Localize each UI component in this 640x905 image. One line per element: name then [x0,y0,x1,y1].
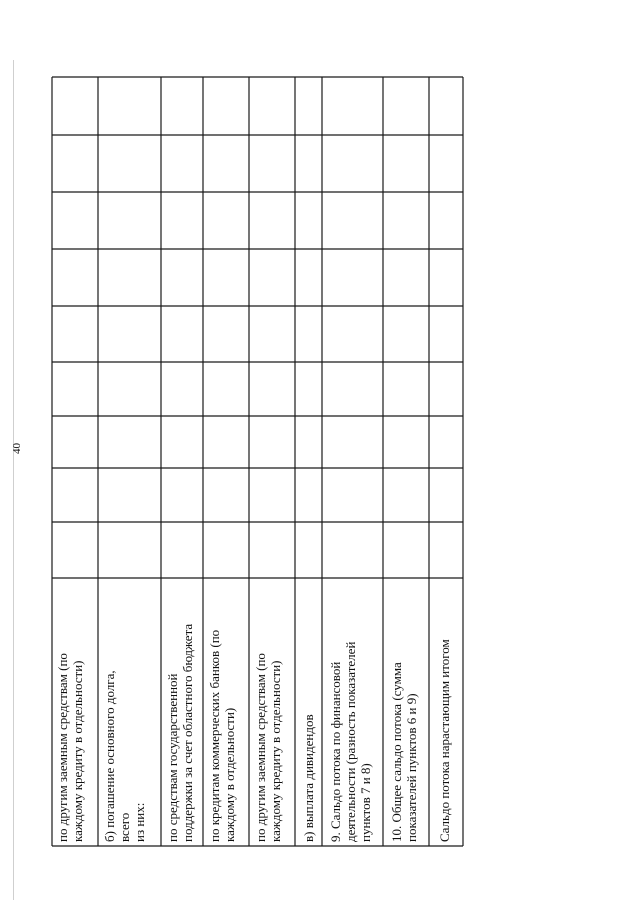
row-label: по средствам государственной поддержки за счет областного бюджета [165,623,195,842]
row-label: по другим заемным средствам (по каждому кредиту в отдельности) [55,653,85,842]
row-label: 10. Общее сальдо потока (сумма показателей пунктов 6 и 9) [389,662,419,842]
page-number: 40 [11,443,23,454]
row-label: Сальдо потока нарастающим итогом [437,639,452,842]
row-label: 9. Сальдо потока по финансовой деятельности (разность показателей пунктов 7 и 8) [328,641,373,842]
row-label: по другим заемным средствам (по каждому кредиту в отдельности) [253,653,283,842]
row-label: по кредитам коммерческих банков (по каждому в отдельности) [207,629,237,842]
row-label: б) погашение основного долга, всего из них: [102,670,147,842]
row-label: в) выплата дивидендов [301,714,316,842]
